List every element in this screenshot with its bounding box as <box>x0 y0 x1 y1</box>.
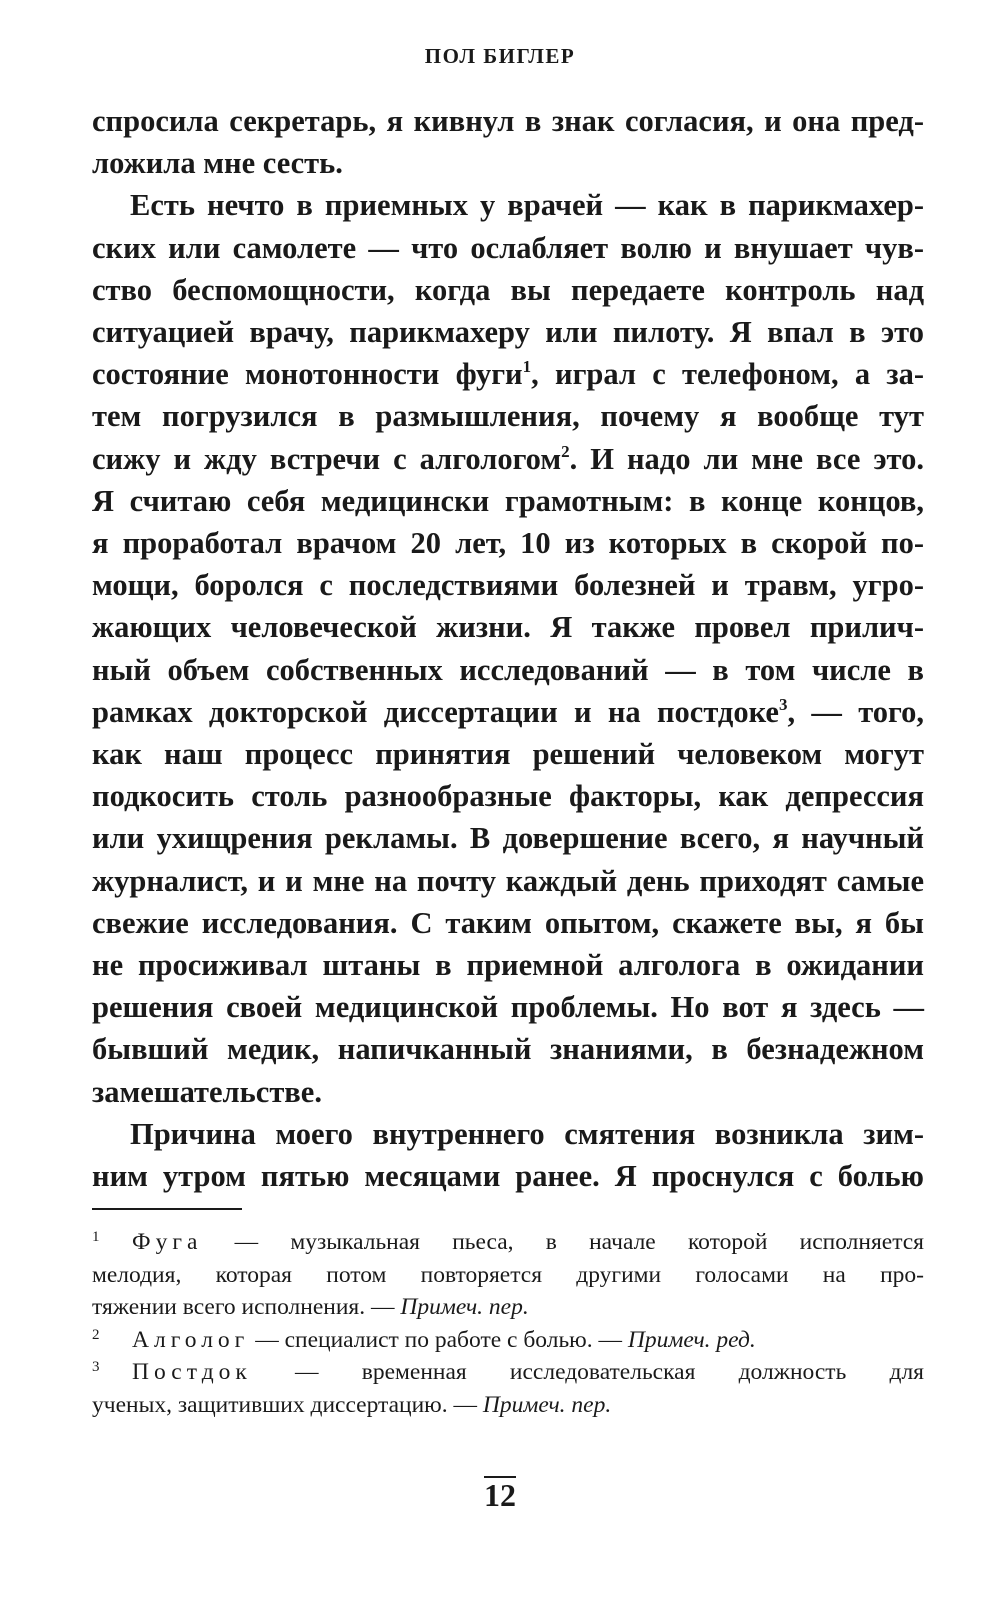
text-line: ним утром пятью месяцами ранее. Я проснулся с болью <box>92 1159 924 1194</box>
footnote-rule <box>92 1208 242 1210</box>
text-line: я проработал врачом 20 лет, 10 из которых в скорой по- <box>92 526 924 561</box>
text-line: свежие исследования. С таким опытом, скажете вы, я бы <box>92 905 924 940</box>
text-line: жающих человеческой жизни. Я также провел прилич- <box>92 610 924 645</box>
footnote-term: Алголог <box>132 1326 250 1353</box>
page-number-container <box>0 1476 1000 1514</box>
footnote-line: тяжении всего исполнения. — Примеч. пер. <box>92 1294 529 1320</box>
page-number: 12 <box>484 1477 516 1513</box>
running-head: ПОЛ БИГЛЕР <box>424 44 576 68</box>
paragraph <box>92 100 924 184</box>
paragraph <box>92 1113 924 1197</box>
text-line: спросила секретарь, я кивнул в знак согласия, и она пред- <box>92 104 924 138</box>
body-text <box>92 100 924 1197</box>
text-line: тем погрузился в размышления, почему я вообще тут <box>92 399 924 434</box>
text-line: не просиживал штаны в приемной алголога в ожидании <box>92 948 924 983</box>
footnote-line: мелодия, которая потом повторяется другими голосами на про- <box>92 1261 924 1288</box>
footnote-mark: 1 <box>92 1229 100 1245</box>
text-line: ный объем собственных исследований — в том числе в <box>92 652 924 687</box>
footnote-ref: 3 <box>778 694 788 714</box>
text-line: сижу и жду встречи с алгологом$^2$. И надо ли мне все это. <box>92 441 924 476</box>
text-line: Причина моего внутреннего смятения возникла зим- <box>130 1116 924 1151</box>
footnote <box>92 1356 924 1421</box>
text-line: бывший медик, напичканный знаниями, в безнадежном <box>92 1032 924 1067</box>
text-line: решения своей медицинской проблемы. Но вот я здесь — <box>92 990 924 1025</box>
text-line: или ухищрения рекламы. В довершение всего, я научный <box>92 821 924 856</box>
text-line: замешательстве. <box>92 1074 322 1109</box>
text-line: состояние монотонности фуги$^1$, играл с телефоном, а за- <box>92 357 924 392</box>
footnote <box>92 1226 924 1324</box>
footnotes <box>92 1226 924 1421</box>
footnote-ref: 1 <box>522 357 532 377</box>
text-line: рамках докторской диссертации и на постдоке$^3$, — того, <box>92 694 925 729</box>
footnote <box>92 1324 924 1357</box>
text-line: ство беспомощности, когда вы передаете контроль над <box>92 272 924 307</box>
text-line: мощи, боролся с последствиями болезней и травм, угро- <box>92 568 924 603</box>
text-line: Есть нечто в приемных у врачей — как в парикмахер- <box>130 188 924 223</box>
footnote-term: Фуга <box>132 1229 203 1255</box>
text-line: Я считаю себя медицински грамотным: в конце концов, <box>92 483 924 518</box>
text-line: ситуацией врачу, парикмахеру или пилоту. Я впал в это <box>92 315 924 350</box>
paragraph <box>92 184 924 1112</box>
text-line: ских или самолете — что ослабляет волю и внушает чув- <box>92 230 924 265</box>
footnote-source-note: Примеч. пер. <box>482 1391 612 1418</box>
footnote-line: 2 Алголог — специалист по работе с болью. — Примеч. ред. <box>92 1324 924 1357</box>
text-line: журналист, и и мне на почту каждый день приходят самые <box>92 863 924 898</box>
footnote-mark: 2 <box>92 1326 100 1343</box>
footnote-line: 1 Фуга — музыкальная пьеса, в начале которой исполняется <box>92 1226 924 1259</box>
footnote-line: 3 Постдок — временная исследовательская должность для <box>92 1356 924 1389</box>
footnote-source-note: Примеч. ред. <box>627 1326 756 1353</box>
text-line: как наш процесс принятия решений человеком могут <box>92 737 924 772</box>
footnote-line: ученых, защитивших диссертацию. — Примеч. пер. <box>92 1391 612 1418</box>
footnote-ref: 2 <box>561 441 570 461</box>
footnote-source-note: Примеч. пер. <box>400 1294 529 1320</box>
footnote-term: Постдок <box>132 1359 252 1385</box>
footnote-mark: 3 <box>92 1359 100 1375</box>
text-line: ложила мне сесть. <box>92 146 343 181</box>
text-line: подкосить столь разнообразные факторы, как депрессия <box>92 779 924 814</box>
